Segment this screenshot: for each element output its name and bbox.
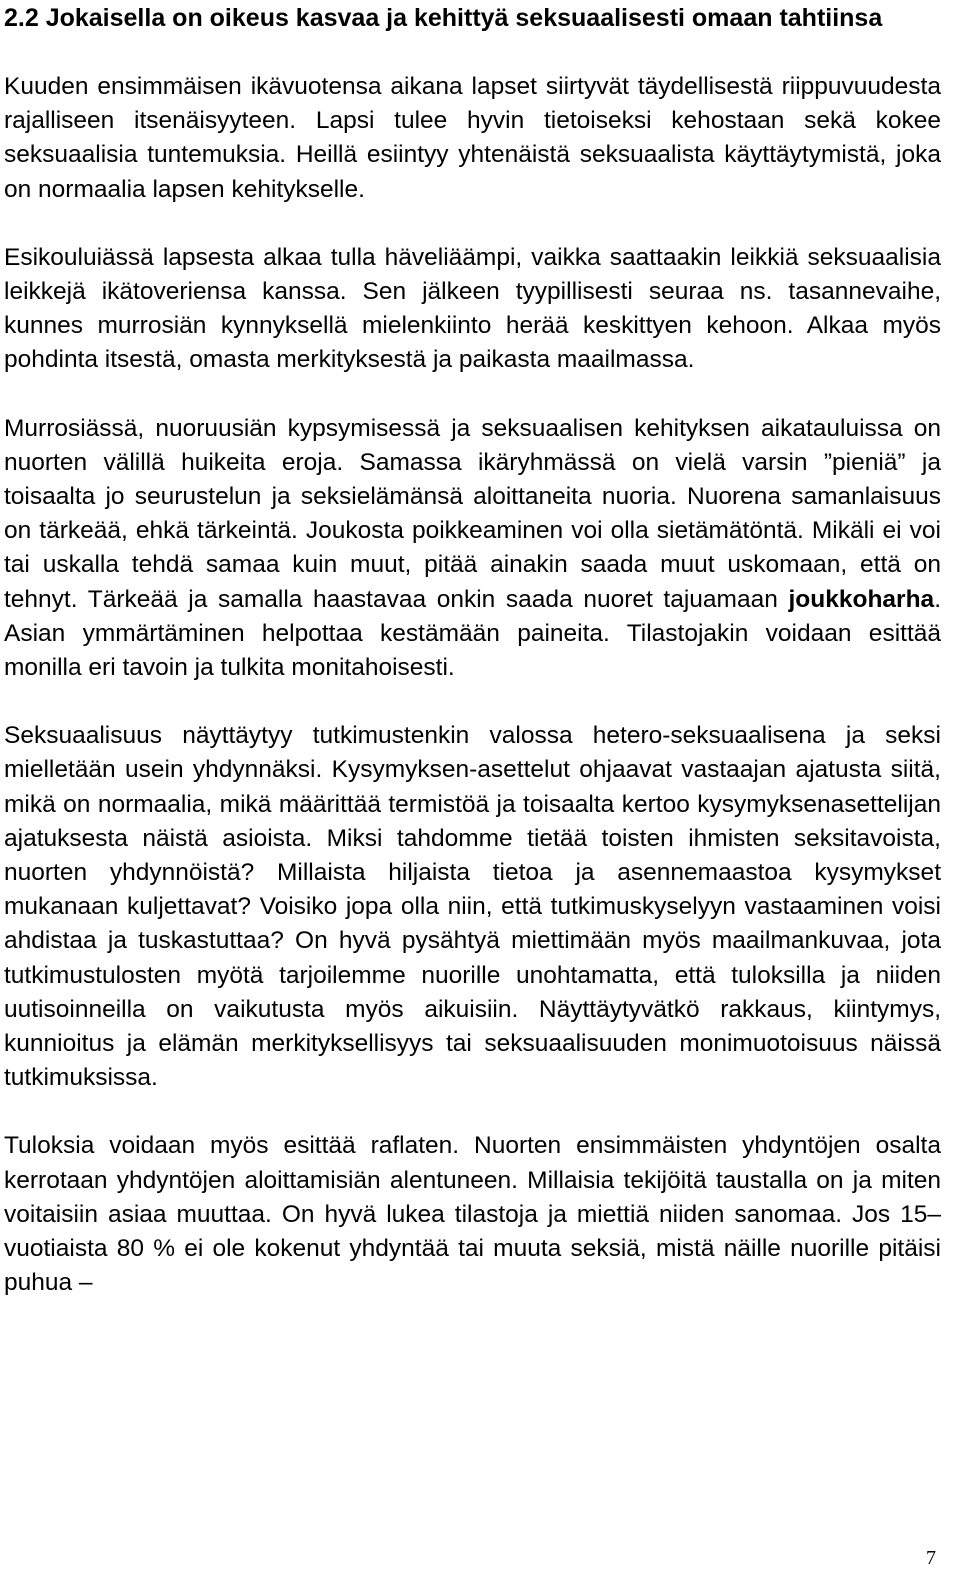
spacer (4, 34, 941, 70)
spacer (4, 685, 941, 719)
section-heading: 2.2 Jokaisella on oikeus kasvaa ja kehittyä seksuaalisesti omaan tahtiinsa (4, 4, 883, 32)
paragraph-1: Kuuden ensimmäisen ikävuotensa aikana lapset siirtyvät täydellisestä riippuvuudesta rajalliseen itsenäisyyteen. Lapsi tulee hyvin tietoiseksi kehostaan sekä kokee seksuaalisia tuntemuksia. Heillä esiintyy yhtenäistä seksuaalista käyttäytymistä, joka on normaalia lapsen kehitykselle. (4, 73, 941, 203)
paragraph-3 (4, 412, 941, 686)
spacer (4, 378, 941, 412)
paragraph-4: Seksuaalisuus näyttäytyy tutkimustenkin valossa hetero-seksuaalisena ja seksi mielletään usein yhdynnäksi. Kysymyksen-asettelut ohjaavat vastaajan ajatusta siitä, mikä on normaalia, mikä määrittää termistöä ja toisaalta kertoo kysymyksenasettelijan ajatuksesta näistä asioista. Miksi tahdomme tietää toisten ihmisten seksitavoista, nuorten yhdynnöistä? Millaista hiljaista tietoa ja asennemaastoa kysymykset mukanaan kuljettavat? Voisiko jopa olla niin, että tutkimuskyselyyn vastaaminen voisi ahdistaa ja tuskastuttaa? On hyvä pysähtyä miettimään myös maailmankuvaa, jota tutkimustulosten myötä tarjoilemme nuorille unohtamatta, että tuloksilla ja niiden uutisoinneilla on vaikutusta myös aikuisiin. Näyttäytyvätkö rakkaus, kiintymys, kunnioitus ja elämän merkityksellisyys tai seksuaalisuuden monimuotoisuus näissä tutkimuksissa. (4, 722, 941, 1092)
bold-term: joukkoharha (788, 585, 935, 613)
paragraph-3-text-before: Murrosiässä, nuoruusiän kypsymisessä ja seksuaalisen kehityksen aikatauluissa on nuorten välillä huikeita eroja. Samassa ikäryhmässä on vielä varsin ”pieniä” ja toisaalta jo seurustelun ja seksielämänsä aloittaneita nuoria. Nuorena samanlaisuus on tärkeää, ehkä tärkeintä. Joukosta poikkeaminen voi olla sietämätöntä. Mikäli ei voi tai uskalla tehdä samaa kuin muut, pitää ainakin saada muut uskomaan, että on tehnyt. Tärkeää ja samalla haastavaa onkin saada nuoret tajuamaan (4, 414, 941, 613)
paragraph-3-text-after: . Asian ymmärtäminen helpottaa kestämään paineita. Tilastojakin voidaan esittää monilla eri tavoin ja tulkita monitahoisesti. (4, 585, 941, 682)
page-number: 7 (926, 1547, 936, 1569)
document-page (4, 0, 941, 1301)
paragraph-2: Esikouluiässä lapsesta alkaa tulla häveliäämpi, vaikka saattaakin leikkiä seksuaalisia leikkejä ikätoveriensa kanssa. Sen jälkeen tyypillisesti seuraa ns. tasannevaihe, kunnes murrosiän kynnyksellä mielenkiinto herää keskittyen kehoon. Alkaa myös pohdinta itsestä, omasta merkityksestä ja paikasta maailmassa. (4, 243, 941, 374)
spacer (4, 1095, 941, 1129)
spacer (4, 207, 941, 241)
paragraph-5: Tuloksia voidaan myös esittää raflaten. Nuorten ensimmäisten yhdyntöjen osalta kerrotaan yhdyntöjen aloittamisiän alentuneen. Millaisia tekijöitä taustalla on ja miten voitaisiin asiaa muuttaa. On hyvä lukea tilastoja ja miettiä niiden sanomaa. Jos 15–vuotiaista 80 % ei ole kokenut yhdyntää tai muuta seksiä, mistä näille nuorille pitäisi puhua – (4, 1132, 941, 1297)
